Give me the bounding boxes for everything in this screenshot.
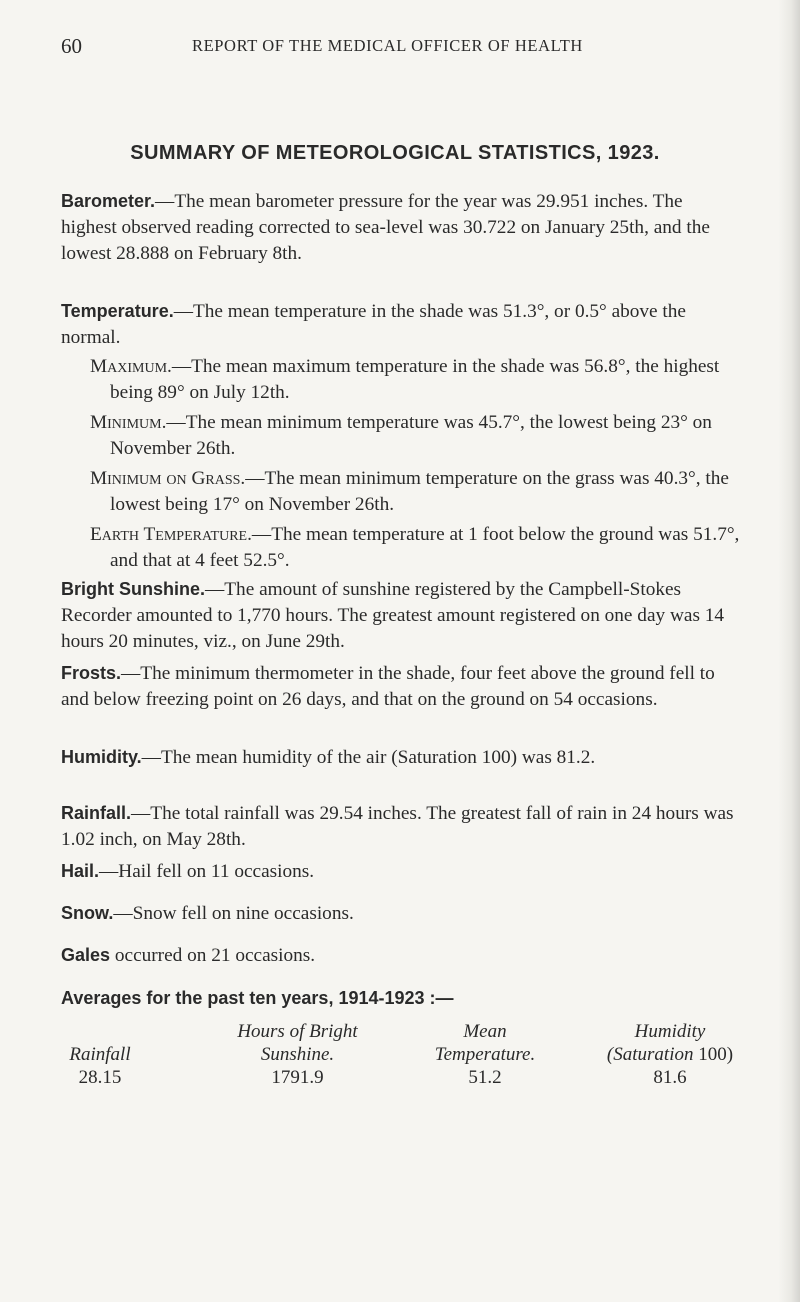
heading-snow: Snow. (61, 903, 114, 923)
heading-maximum: Maximum. (90, 356, 172, 377)
paragraph-hail (61, 858, 741, 885)
paragraph-minimum (90, 410, 762, 462)
text-rainfall: —The total rainfall was 29.54 inches. The greatest fall of rain in 24 hours was 1.02 inch, on May 28th. (61, 803, 734, 850)
averages-value-rainfall: 28.15 (78, 1067, 122, 1088)
heading-minimum-grass: Minimum on Grass. (90, 468, 246, 489)
averages-col-humidity-header-1: Humidity (634, 1021, 706, 1042)
paragraph-barometer (61, 188, 741, 267)
text-sunshine: —The amount of sunshine registered by the Campbell-Stokes Recorder amounted to 1,770 hours. The greatest amount registered on one day was 14 hours 20 minutes, viz., on June 29th. (61, 579, 725, 652)
averages-value-sunshine: 1791.9 (271, 1067, 324, 1088)
paragraph-frosts (61, 660, 741, 713)
page-number: 60 (61, 34, 82, 58)
paragraph-maximum (90, 354, 762, 406)
heading-humidity: Humidity. (61, 747, 142, 767)
heading-frosts: Frosts. (61, 663, 122, 683)
text-hail: —Hail fell on 11 occasions. (99, 861, 315, 882)
paragraph-humidity (61, 744, 741, 771)
page-edge-shadow (778, 0, 800, 1302)
heading-minimum: Minimum. (90, 412, 167, 433)
averages-humidity-saturation: (Saturation (606, 1044, 694, 1065)
paragraph-minimum-grass (90, 466, 762, 518)
averages-col-sunshine-header-2: Sunshine. (260, 1044, 335, 1065)
averages-col-humidity-header-2 (580, 1043, 760, 1067)
paragraph-earth-temperature (90, 522, 762, 574)
heading-rainfall: Rainfall. (61, 803, 132, 823)
averages-col-sunshine-header-1: Hours of Bright (237, 1021, 358, 1042)
heading-barometer: Barometer. (61, 191, 156, 211)
averages-col-rainfall-header: Rainfall (69, 1044, 131, 1065)
heading-sunshine: Bright Sunshine. (61, 579, 205, 599)
heading-earth-temperature: Earth Temperature. (90, 524, 252, 545)
paragraph-rainfall (61, 800, 741, 853)
heading-hail: Hail. (61, 861, 100, 881)
paragraph-temperature (61, 298, 741, 351)
paragraph-gales (61, 942, 741, 969)
averages-value-humidity: 81.6 (653, 1067, 687, 1088)
averages-humidity-saturation-value: 100) (693, 1044, 734, 1065)
text-earth-temperature: —The mean temperature at 1 foot below the ground was 51.7°, and that at 4 feet 52.5°. (110, 524, 740, 571)
averages-col-temperature-header-2: Temperature. (434, 1044, 536, 1065)
text-gales: occurred on 21 occasions. (110, 945, 316, 966)
running-header: REPORT OF THE MEDICAL OFFICER OF HEALTH (192, 36, 583, 55)
text-humidity: —The mean humidity of the air (Saturation 100) was 81.2. (141, 747, 596, 768)
paragraph-sunshine (61, 576, 741, 655)
text-frosts: —The minimum thermometer in the shade, four feet above the ground fell to and below freezing point on 26 days, and that on the ground on 54 occasions. (61, 663, 715, 710)
text-minimum-grass: —The mean minimum temperature on the grass was 40.3°, the lowest being 17° on November 26th. (110, 468, 729, 515)
text-minimum: —The mean minimum temperature was 45.7°, the lowest being 23° on November 26th. (110, 412, 712, 459)
text-maximum: —The mean maximum temperature in the shade was 56.8°, the highest being 89° on July 12th. (110, 356, 720, 403)
text-snow: —Snow fell on nine occasions. (113, 903, 354, 924)
text-barometer: —The mean barometer pressure for the year was 29.951 inches. The highest observed reading corrected to sea-level was 30.722 on January 25th, and the lowest 28.888 on February 8th. (61, 191, 710, 264)
averages-heading: Averages for the past ten years, 1914-1923 :— (61, 988, 454, 1008)
text-temperature: —The mean temperature in the shade was 51.3°, or 0.5° above the normal. (61, 301, 686, 348)
heading-temperature: Temperature. (61, 301, 174, 321)
averages-value-temperature: 51.2 (468, 1067, 502, 1088)
averages-col-temperature-header-1: Mean (463, 1021, 507, 1042)
document-title: SUMMARY OF METEOROLOGICAL STATISTICS, 1923. (130, 142, 660, 164)
paragraph-snow (61, 900, 741, 927)
heading-gales: Gales (61, 945, 111, 965)
